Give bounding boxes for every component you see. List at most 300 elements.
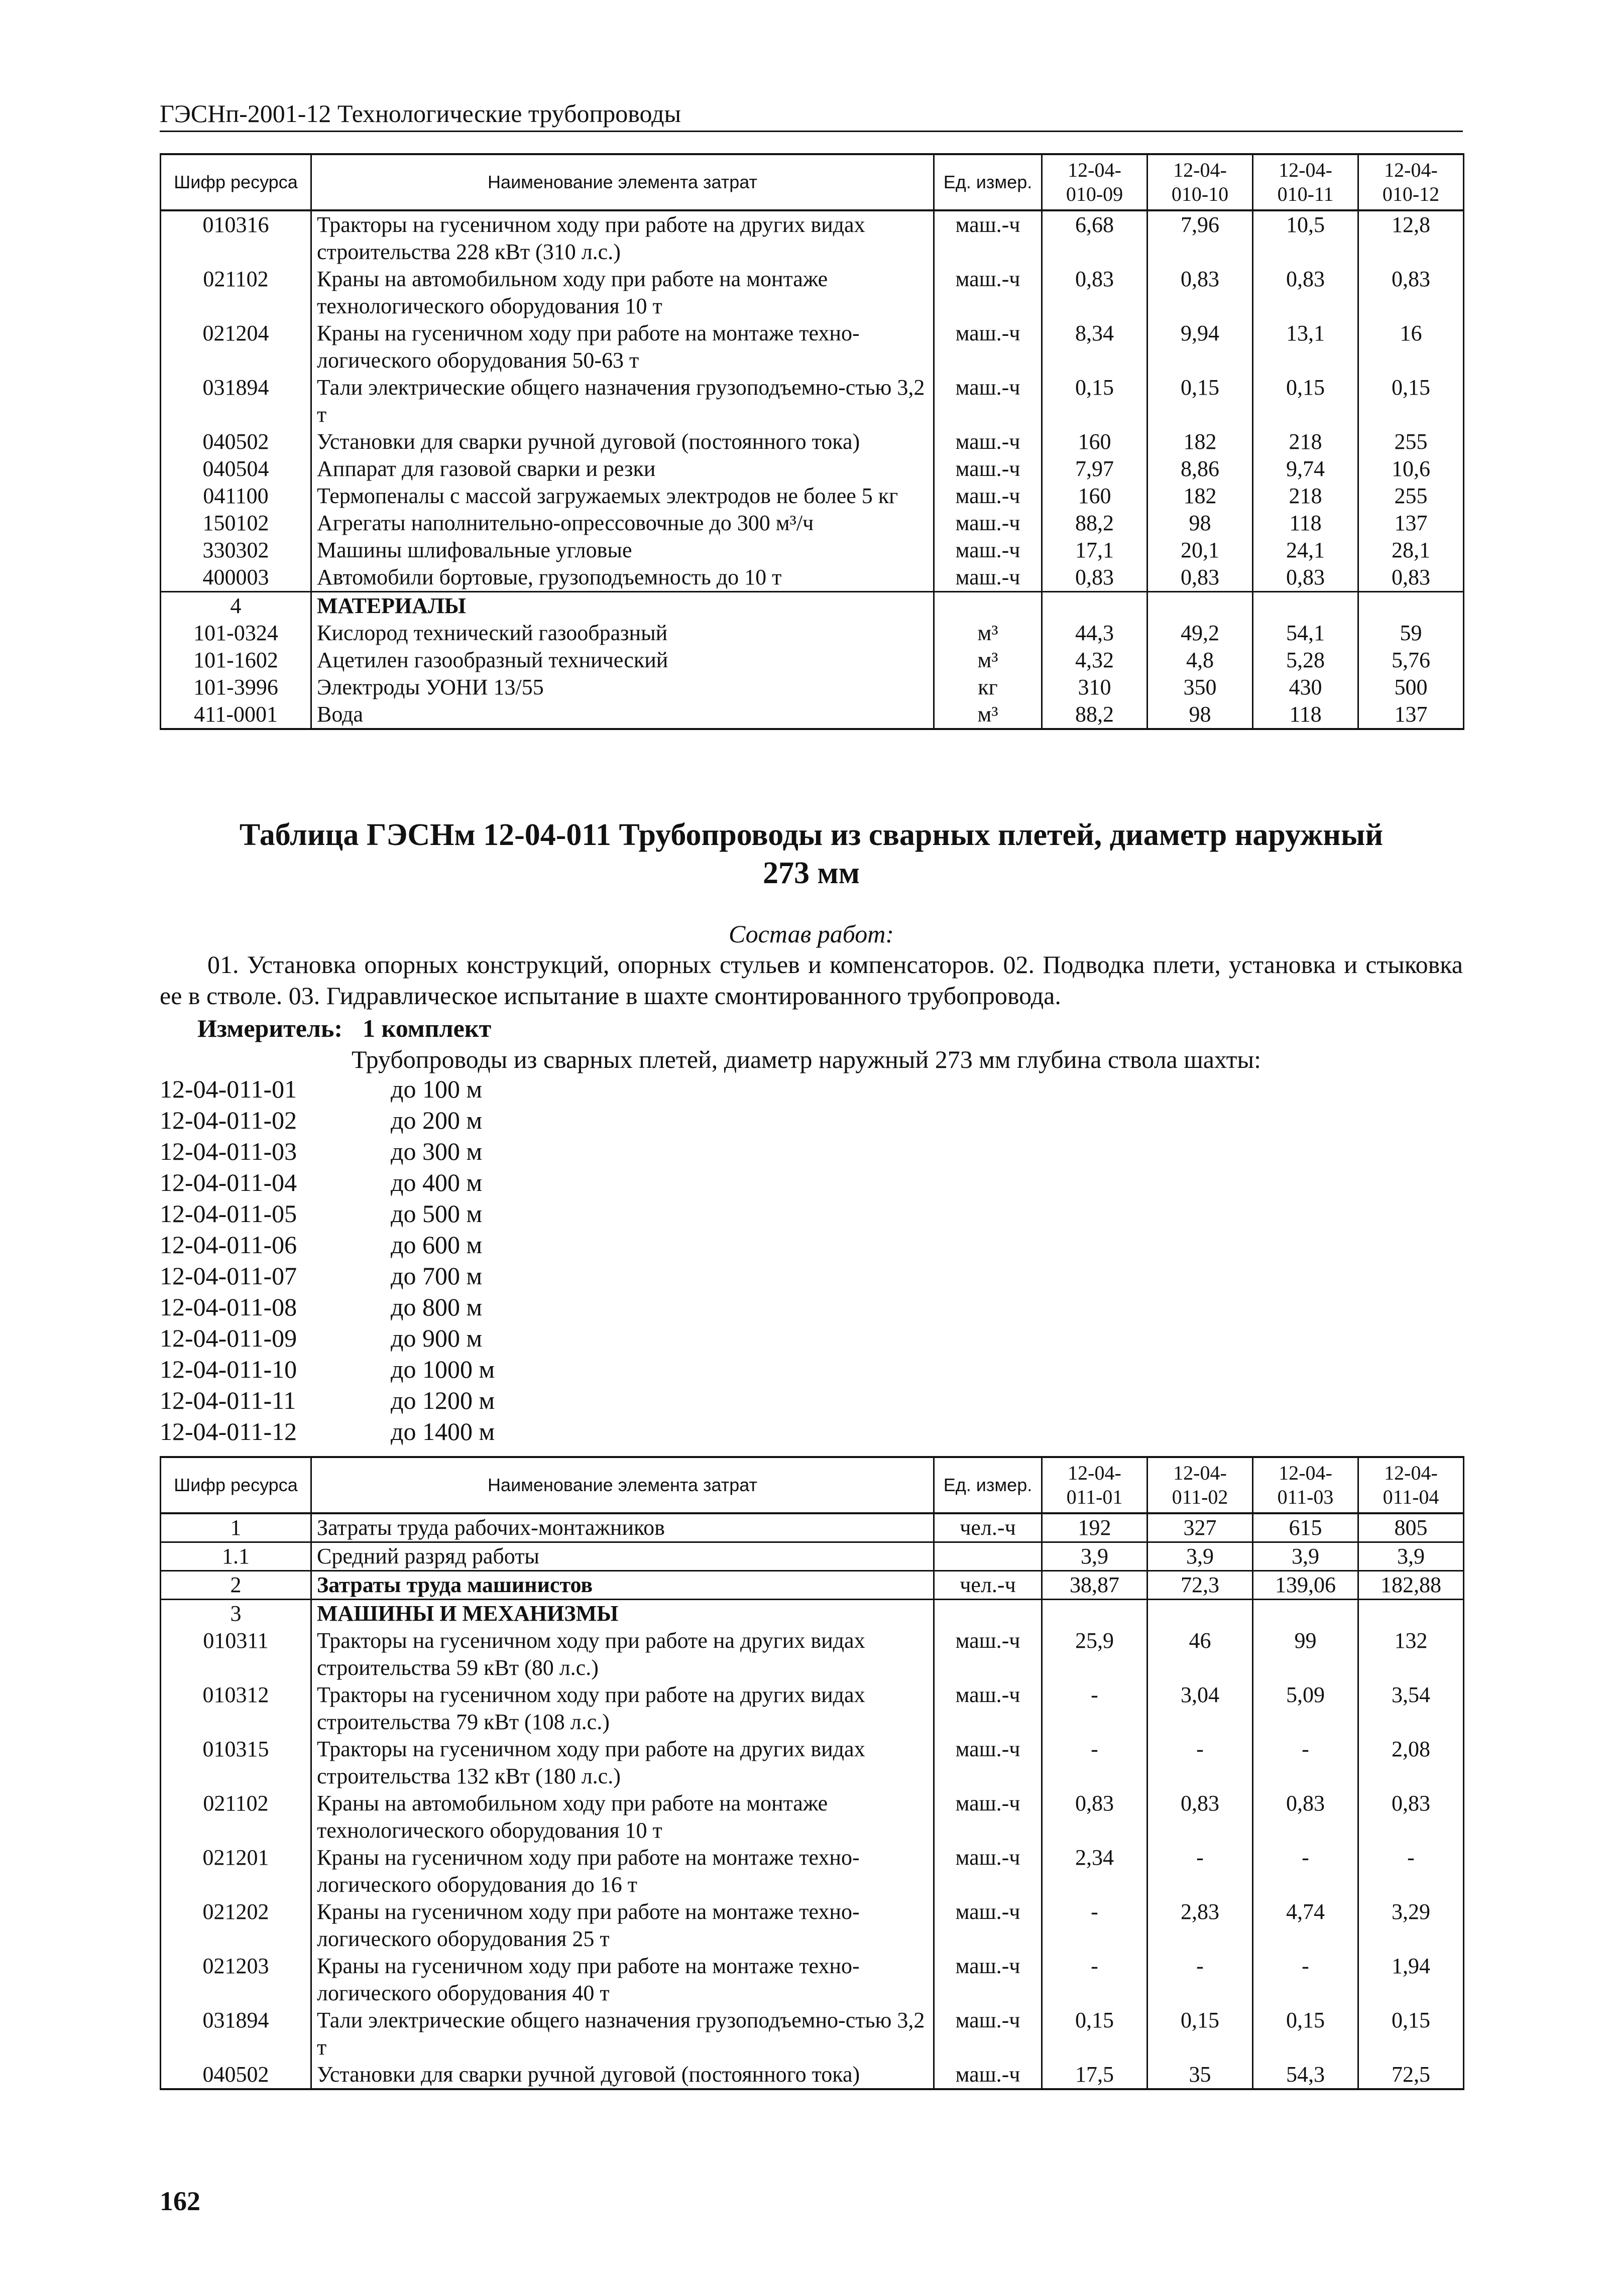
cell-unit: маш.-ч bbox=[934, 537, 1042, 564]
cell-unit: маш.-ч bbox=[934, 455, 1042, 482]
cell-value: 2,08 bbox=[1358, 1736, 1464, 1790]
cell-value: 139,06 bbox=[1253, 1571, 1358, 1600]
cell-value: 7,96 bbox=[1148, 210, 1253, 266]
code-list-item bbox=[160, 1354, 495, 1385]
cell-value: 3,9 bbox=[1042, 1542, 1148, 1571]
table-row bbox=[161, 564, 1464, 592]
cell-value: 88,2 bbox=[1042, 510, 1148, 537]
cell-code: 040502 bbox=[161, 2061, 311, 2089]
table-row bbox=[161, 701, 1464, 729]
code-list-item bbox=[160, 1385, 495, 1416]
header-col-label: 12-04- 011-03 bbox=[1277, 1462, 1334, 1508]
cell-value: 137 bbox=[1358, 701, 1464, 729]
code-list-item bbox=[160, 1167, 495, 1198]
header-code: Шифр ресурса bbox=[161, 154, 311, 210]
table-row bbox=[161, 1898, 1464, 1953]
cell-value: 2,83 bbox=[1148, 1898, 1253, 1953]
code-list-item bbox=[160, 1229, 495, 1260]
cell-code: 041100 bbox=[161, 482, 311, 510]
composition-text: 01. Установка опорных конструкций, опорных стульев и компенсаторов. 02. Подводка плети, установка и стыковка ее в стволе. 03. Гидравлическое испытание в шахте смонтированного трубопровода. bbox=[160, 950, 1463, 1010]
cell-unit: м³ bbox=[934, 620, 1042, 647]
cell-value: 3,9 bbox=[1253, 1542, 1358, 1571]
cell-value: - bbox=[1253, 1844, 1358, 1898]
table-row bbox=[161, 510, 1464, 537]
shaft-depth: до 600 м bbox=[391, 1231, 483, 1259]
header-col-label: 12-04- 010-09 bbox=[1066, 159, 1123, 205]
cell-value: 46 bbox=[1148, 1627, 1253, 1681]
cell-code: 101-3996 bbox=[161, 674, 311, 701]
cell-code: 330302 bbox=[161, 537, 311, 564]
cell-value: 49,2 bbox=[1148, 620, 1253, 647]
cell-value: 17,5 bbox=[1042, 2061, 1148, 2089]
cell-value: - bbox=[1042, 1736, 1148, 1790]
cell-value: 88,2 bbox=[1042, 701, 1148, 729]
cell-name: Вода bbox=[311, 701, 934, 729]
cell-value: 137 bbox=[1358, 510, 1464, 537]
table-row bbox=[161, 374, 1464, 428]
cell-value bbox=[1358, 592, 1464, 620]
cell-name: Затраты труда машинистов bbox=[311, 1571, 934, 1600]
cell-value bbox=[1148, 592, 1253, 620]
cell-unit: м³ bbox=[934, 701, 1042, 729]
cell-value: 160 bbox=[1042, 428, 1148, 455]
cell-name: Установки для сварки ручной дуговой (постоянного тока) bbox=[311, 2061, 934, 2089]
cell-value: - bbox=[1358, 1844, 1464, 1898]
table-row bbox=[161, 1542, 1464, 1571]
shaft-depth: до 900 м bbox=[391, 1324, 483, 1352]
cell-value: - bbox=[1253, 1736, 1358, 1790]
cell-name: Краны на автомобильном ходу при работе на монтаже технологического оборудования 10 т bbox=[311, 1790, 934, 1844]
table-row bbox=[161, 1627, 1464, 1681]
cell-unit: маш.-ч bbox=[934, 510, 1042, 537]
cell-unit: кг bbox=[934, 674, 1042, 701]
cell-unit: маш.-ч bbox=[934, 1627, 1042, 1681]
cell-name: Агрегаты наполнительно-опрессовочные до 300 м³/ч bbox=[311, 510, 934, 537]
cell-value: 5,28 bbox=[1253, 647, 1358, 674]
cell-value bbox=[1253, 1600, 1358, 1628]
cell-value: 72,3 bbox=[1148, 1571, 1253, 1600]
cell-code: 1.1 bbox=[161, 1542, 311, 1571]
header-col-3 bbox=[1253, 1457, 1358, 1513]
table-body bbox=[161, 210, 1464, 729]
cell-value: 218 bbox=[1253, 428, 1358, 455]
cell-code: 010311 bbox=[161, 1627, 311, 1681]
cell-code: 040504 bbox=[161, 455, 311, 482]
header-col-3 bbox=[1253, 154, 1358, 210]
shaft-depth: до 800 м bbox=[391, 1293, 483, 1321]
cell-code: 101-0324 bbox=[161, 620, 311, 647]
norm-code: 12-04-011-05 bbox=[160, 1199, 297, 1228]
cell-value: - bbox=[1042, 1953, 1148, 2007]
cell-name: Установки для сварки ручной дуговой (постоянного тока) bbox=[311, 428, 934, 455]
cell-value: 132 bbox=[1358, 1627, 1464, 1681]
cell-name: Тракторы на гусеничном ходу при работе на других видах строительства 79 кВт (108 л.с.) bbox=[311, 1681, 934, 1736]
cell-value: 3,29 bbox=[1358, 1898, 1464, 1953]
cell-value: 218 bbox=[1253, 482, 1358, 510]
cell-value: 0,15 bbox=[1253, 2007, 1358, 2061]
cell-name: Средний разряд работы bbox=[311, 1542, 934, 1571]
cell-value: 350 bbox=[1148, 674, 1253, 701]
cell-value: 5,76 bbox=[1358, 647, 1464, 674]
cell-value: 2,34 bbox=[1042, 1844, 1148, 1898]
cell-value: 44,3 bbox=[1042, 620, 1148, 647]
resource-table-bottom bbox=[160, 1456, 1464, 2090]
norm-code: 12-04-011-06 bbox=[160, 1231, 297, 1259]
header-unit: Ед. измер. bbox=[934, 1457, 1042, 1513]
header-name: Наименование элемента затрат bbox=[311, 1457, 934, 1513]
shaft-depth: до 1400 м bbox=[391, 1417, 495, 1445]
cell-value: - bbox=[1148, 1736, 1253, 1790]
code-list-item bbox=[160, 1260, 495, 1291]
table-row bbox=[161, 428, 1464, 455]
shaft-depth: до 400 м bbox=[391, 1168, 483, 1196]
cell-value: 0,83 bbox=[1042, 1790, 1148, 1844]
cell-name: Краны на гусеничном ходу при работе на монтаже техно-логического оборудования до 16 т bbox=[311, 1844, 934, 1898]
code-list-item bbox=[160, 1198, 495, 1229]
cell-value: 54,1 bbox=[1253, 620, 1358, 647]
cell-value: 0,15 bbox=[1042, 2007, 1148, 2061]
cell-value: 1,94 bbox=[1358, 1953, 1464, 2007]
cell-name: Машины шлифовальные угловые bbox=[311, 537, 934, 564]
cell-name: Автомобили бортовые, грузоподъемность до 10 т bbox=[311, 564, 934, 592]
shaft-depth: до 200 м bbox=[391, 1106, 483, 1134]
cell-code: 400003 bbox=[161, 564, 311, 592]
cell-value: 0,15 bbox=[1253, 374, 1358, 428]
cell-code: 021202 bbox=[161, 1898, 311, 1953]
shaft-depth: до 1000 м bbox=[391, 1355, 495, 1383]
cell-name: Тракторы на гусеничном ходу при работе на других видах строительства 59 кВт (80 л.с.) bbox=[311, 1627, 934, 1681]
header-col-label: 12-04- 010-12 bbox=[1382, 159, 1440, 205]
header-col-2 bbox=[1148, 154, 1253, 210]
norm-code: 12-04-011-01 bbox=[160, 1075, 297, 1103]
cell-value: 0,15 bbox=[1042, 374, 1148, 428]
cell-code: 101-1602 bbox=[161, 647, 311, 674]
code-list-item bbox=[160, 1291, 495, 1322]
cell-code: 010316 bbox=[161, 210, 311, 266]
cell-unit: м³ bbox=[934, 647, 1042, 674]
norm-code: 12-04-011-10 bbox=[160, 1355, 297, 1383]
cell-name: Тракторы на гусеничном ходу при работе на других видах строительства 132 кВт (180 л.с.) bbox=[311, 1736, 934, 1790]
cell-value: 192 bbox=[1042, 1513, 1148, 1542]
cell-unit: маш.-ч bbox=[934, 482, 1042, 510]
norm-code: 12-04-011-09 bbox=[160, 1324, 297, 1352]
cell-value bbox=[1042, 1600, 1148, 1628]
code-list-item bbox=[160, 1322, 495, 1354]
cell-unit: маш.-ч bbox=[934, 1790, 1042, 1844]
cell-value: 10,5 bbox=[1253, 210, 1358, 266]
cell-value: 0,83 bbox=[1148, 266, 1253, 320]
table-row bbox=[161, 537, 1464, 564]
cell-unit: маш.-ч bbox=[934, 564, 1042, 592]
cell-value: 0,83 bbox=[1253, 266, 1358, 320]
table-row bbox=[161, 1681, 1464, 1736]
cell-name: Тали электрические общего назначения грузоподъемно-стью 3,2 т bbox=[311, 374, 934, 428]
header-col-1 bbox=[1042, 1457, 1148, 1513]
cell-value: - bbox=[1042, 1681, 1148, 1736]
cell-value: 98 bbox=[1148, 701, 1253, 729]
cell-value: 182 bbox=[1148, 482, 1253, 510]
norm-code: 12-04-011-12 bbox=[160, 1417, 297, 1445]
norm-code: 12-04-011-03 bbox=[160, 1137, 297, 1165]
cell-name: Краны на гусеничном ходу при работе на монтаже техно-логического оборудования 50-63 т bbox=[311, 320, 934, 374]
cell-unit: маш.-ч bbox=[934, 266, 1042, 320]
cell-value: 0,83 bbox=[1358, 1790, 1464, 1844]
norm-code: 12-04-011-11 bbox=[160, 1386, 296, 1414]
depth-intro: Трубопроводы из сварных плетей, диаметр наружный 273 мм глубина ствола шахты: bbox=[352, 1045, 1261, 1073]
header-col-1 bbox=[1042, 154, 1148, 210]
cell-value: 182 bbox=[1148, 428, 1253, 455]
header-col-label: 12-04- 011-02 bbox=[1172, 1462, 1228, 1508]
cell-unit: маш.-ч bbox=[934, 210, 1042, 266]
shaft-depth: до 500 м bbox=[391, 1199, 483, 1228]
cell-value: 4,74 bbox=[1253, 1898, 1358, 1953]
header-unit: Ед. измер. bbox=[934, 154, 1042, 210]
cell-value: 805 bbox=[1358, 1513, 1464, 1542]
cell-name: МАТЕРИАЛЫ bbox=[311, 592, 934, 620]
section-row bbox=[161, 1571, 1464, 1600]
cell-value: 5,09 bbox=[1253, 1681, 1358, 1736]
table-row bbox=[161, 674, 1464, 701]
cell-unit bbox=[934, 592, 1042, 620]
cell-unit: чел.-ч bbox=[934, 1513, 1042, 1542]
cell-value: 255 bbox=[1358, 428, 1464, 455]
cell-value: 99 bbox=[1253, 1627, 1358, 1681]
code-list-item bbox=[160, 1416, 495, 1447]
cell-name: Краны на автомобильном ходу при работе на монтаже технологического оборудования 10 т bbox=[311, 266, 934, 320]
shaft-depth: до 700 м bbox=[391, 1262, 483, 1290]
cell-value: 0,83 bbox=[1358, 564, 1464, 592]
cell-value: 28,1 bbox=[1358, 537, 1464, 564]
cell-value: 12,8 bbox=[1358, 210, 1464, 266]
table-row bbox=[161, 1844, 1464, 1898]
cell-value: 3,9 bbox=[1148, 1542, 1253, 1571]
section-row bbox=[161, 1600, 1464, 1628]
cell-code: 411-0001 bbox=[161, 701, 311, 729]
cell-value: 160 bbox=[1042, 482, 1148, 510]
cell-unit: маш.-ч bbox=[934, 2007, 1042, 2061]
cell-name: Ацетилен газообразный технический bbox=[311, 647, 934, 674]
page-number: 162 bbox=[160, 2186, 200, 2216]
header-code: Шифр ресурса bbox=[161, 1457, 311, 1513]
cell-code: 021203 bbox=[161, 1953, 311, 2007]
cell-value: 7,97 bbox=[1042, 455, 1148, 482]
cell-unit: маш.-ч bbox=[934, 374, 1042, 428]
cell-value: - bbox=[1148, 1844, 1253, 1898]
section-row bbox=[161, 592, 1464, 620]
cell-value: 35 bbox=[1148, 2061, 1253, 2089]
norm-code: 12-04-011-02 bbox=[160, 1106, 297, 1134]
cell-value: 0,83 bbox=[1358, 266, 1464, 320]
table-row bbox=[161, 266, 1464, 320]
cell-value: 20,1 bbox=[1148, 537, 1253, 564]
cell-code: 031894 bbox=[161, 374, 311, 428]
cell-value: 0,15 bbox=[1148, 374, 1253, 428]
cell-name: Тали электрические общего назначения грузоподъемно-стью 3,2 т bbox=[311, 2007, 934, 2061]
cell-code: 2 bbox=[161, 1571, 311, 1600]
meter bbox=[197, 1013, 511, 1043]
cell-unit: маш.-ч bbox=[934, 1898, 1042, 1953]
cell-value: 9,94 bbox=[1148, 320, 1253, 374]
cell-value: 0,83 bbox=[1042, 564, 1148, 592]
table-row bbox=[161, 1513, 1464, 1542]
cell-unit: маш.-ч bbox=[934, 2061, 1042, 2089]
cell-code: 4 bbox=[161, 592, 311, 620]
cell-value: 430 bbox=[1253, 674, 1358, 701]
table-title-line-1: Таблица ГЭСНм 12-04-011 Трубопроводы из сварных плетей, диаметр наружный bbox=[239, 818, 1384, 852]
table-title bbox=[160, 816, 1463, 892]
cell-code: 1 bbox=[161, 1513, 311, 1542]
running-header: ГЭСНп-2001-12 Технологические трубопроводы bbox=[160, 98, 1463, 132]
cell-value: 16 bbox=[1358, 320, 1464, 374]
cell-value: 8,86 bbox=[1148, 455, 1253, 482]
table-row bbox=[161, 1736, 1464, 1790]
meter-value: 1 комплект bbox=[363, 1014, 492, 1042]
table-row bbox=[161, 647, 1464, 674]
cell-value: 500 bbox=[1358, 674, 1464, 701]
code-list-item bbox=[160, 1073, 495, 1105]
cell-value: - bbox=[1148, 1953, 1253, 2007]
cell-value: 310 bbox=[1042, 674, 1148, 701]
shaft-depth: до 100 м bbox=[391, 1075, 483, 1103]
resource-table-top bbox=[160, 153, 1464, 730]
table-body bbox=[161, 1513, 1464, 2089]
cell-name: МАШИНЫ И МЕХАНИЗМЫ bbox=[311, 1600, 934, 1628]
code-list-item bbox=[160, 1136, 495, 1167]
cell-value: 9,74 bbox=[1253, 455, 1358, 482]
cell-unit: маш.-ч bbox=[934, 1736, 1042, 1790]
cell-code: 150102 bbox=[161, 510, 311, 537]
cell-unit: маш.-ч bbox=[934, 320, 1042, 374]
header-col-2 bbox=[1148, 1457, 1253, 1513]
table-title-line-2: 273 мм bbox=[763, 856, 860, 890]
cell-value: 118 bbox=[1253, 701, 1358, 729]
table-row bbox=[161, 2007, 1464, 2061]
cell-value: 0,15 bbox=[1148, 2007, 1253, 2061]
table-row bbox=[161, 1790, 1464, 1844]
cell-code: 010315 bbox=[161, 1736, 311, 1790]
cell-name: Затраты труда рабочих-монтажников bbox=[311, 1513, 934, 1542]
cell-value: 0,83 bbox=[1042, 266, 1148, 320]
cell-unit bbox=[934, 1600, 1042, 1628]
meter-label: Измеритель: bbox=[197, 1014, 343, 1042]
cell-value: 0,83 bbox=[1148, 1790, 1253, 1844]
cell-value: 3,9 bbox=[1358, 1542, 1464, 1571]
cell-code: 021102 bbox=[161, 1790, 311, 1844]
cell-code: 021204 bbox=[161, 320, 311, 374]
norm-code: 12-04-011-08 bbox=[160, 1293, 297, 1321]
cell-value: 72,5 bbox=[1358, 2061, 1464, 2089]
cell-value: 38,87 bbox=[1042, 1571, 1148, 1600]
code-list-item bbox=[160, 1105, 495, 1136]
norm-code: 12-04-011-04 bbox=[160, 1168, 297, 1196]
table-row bbox=[161, 2061, 1464, 2089]
header-col-label: 12-04- 010-10 bbox=[1171, 159, 1229, 205]
cell-value: 4,8 bbox=[1148, 647, 1253, 674]
cell-value: 0,83 bbox=[1253, 1790, 1358, 1844]
table-row bbox=[161, 620, 1464, 647]
cell-unit bbox=[934, 1542, 1042, 1571]
cell-unit: маш.-ч bbox=[934, 1681, 1042, 1736]
header-col-label: 12-04- 010-11 bbox=[1277, 159, 1334, 205]
cell-unit: маш.-ч bbox=[934, 1953, 1042, 2007]
cell-value: 59 bbox=[1358, 620, 1464, 647]
cell-value: 0,15 bbox=[1358, 2007, 1464, 2061]
cell-value: 615 bbox=[1253, 1513, 1358, 1542]
composition-label: Состав работ: bbox=[728, 920, 894, 948]
cell-unit: маш.-ч bbox=[934, 428, 1042, 455]
cell-value: 0,83 bbox=[1148, 564, 1253, 592]
cell-value: 6,68 bbox=[1042, 210, 1148, 266]
table-header-row bbox=[161, 154, 1464, 210]
table-row bbox=[161, 482, 1464, 510]
cell-value: 54,3 bbox=[1253, 2061, 1358, 2089]
cell-code: 031894 bbox=[161, 2007, 311, 2061]
cell-value: 0,15 bbox=[1358, 374, 1464, 428]
cell-value: 182,88 bbox=[1358, 1571, 1464, 1600]
cell-value: 98 bbox=[1148, 510, 1253, 537]
cell-code: 3 bbox=[161, 1600, 311, 1628]
cell-unit: маш.-ч bbox=[934, 1844, 1042, 1898]
table-header-row bbox=[161, 1457, 1464, 1513]
cell-value: 13,1 bbox=[1253, 320, 1358, 374]
cell-code: 040502 bbox=[161, 428, 311, 455]
cell-value bbox=[1358, 1600, 1464, 1628]
cell-value: 118 bbox=[1253, 510, 1358, 537]
shaft-depth: до 1200 м bbox=[391, 1386, 495, 1414]
cell-value: 8,34 bbox=[1042, 320, 1148, 374]
cell-value: 4,32 bbox=[1042, 647, 1148, 674]
norm-code: 12-04-011-07 bbox=[160, 1262, 297, 1290]
cell-value: 25,9 bbox=[1042, 1627, 1148, 1681]
cell-value: 24,1 bbox=[1253, 537, 1358, 564]
cell-name: Краны на гусеничном ходу при работе на монтаже техно-логического оборудования 25 т bbox=[311, 1898, 934, 1953]
cell-value bbox=[1042, 592, 1148, 620]
cell-name: Термопеналы с массой загружаемых электродов не более 5 кг bbox=[311, 482, 934, 510]
cell-code: 010312 bbox=[161, 1681, 311, 1736]
cell-name: Кислород технический газообразный bbox=[311, 620, 934, 647]
cell-value: 0,83 bbox=[1253, 564, 1358, 592]
table-row bbox=[161, 455, 1464, 482]
cell-code: 021102 bbox=[161, 266, 311, 320]
table-row bbox=[161, 210, 1464, 266]
cell-value: 10,6 bbox=[1358, 455, 1464, 482]
cell-name: Тракторы на гусеничном ходу при работе на других видах строительства 228 кВт (310 л.с.) bbox=[311, 210, 934, 266]
cell-value: 17,1 bbox=[1042, 537, 1148, 564]
cell-value: - bbox=[1253, 1953, 1358, 2007]
cell-unit: чел.-ч bbox=[934, 1571, 1042, 1600]
table-row bbox=[161, 1953, 1464, 2007]
code-list bbox=[160, 1073, 495, 1447]
cell-name: Аппарат для газовой сварки и резки bbox=[311, 455, 934, 482]
cell-value: 255 bbox=[1358, 482, 1464, 510]
header-name: Наименование элемента затрат bbox=[311, 154, 934, 210]
cell-name: Краны на гусеничном ходу при работе на монтаже техно-логического оборудования 40 т bbox=[311, 1953, 934, 2007]
cell-value: 3,04 bbox=[1148, 1681, 1253, 1736]
cell-name: Электроды УОНИ 13/55 bbox=[311, 674, 934, 701]
cell-value bbox=[1253, 592, 1358, 620]
cell-value: - bbox=[1042, 1898, 1148, 1953]
cell-value: 3,54 bbox=[1358, 1681, 1464, 1736]
cell-code: 021201 bbox=[161, 1844, 311, 1898]
header-col-label: 12-04- 011-04 bbox=[1383, 1462, 1439, 1508]
header-col-4 bbox=[1358, 1457, 1464, 1513]
shaft-depth: до 300 м bbox=[391, 1137, 483, 1165]
cell-value: 327 bbox=[1148, 1513, 1253, 1542]
header-col-4 bbox=[1358, 154, 1464, 210]
cell-value bbox=[1148, 1600, 1253, 1628]
table-row bbox=[161, 320, 1464, 374]
header-col-label: 12-04- 011-01 bbox=[1066, 1462, 1123, 1508]
